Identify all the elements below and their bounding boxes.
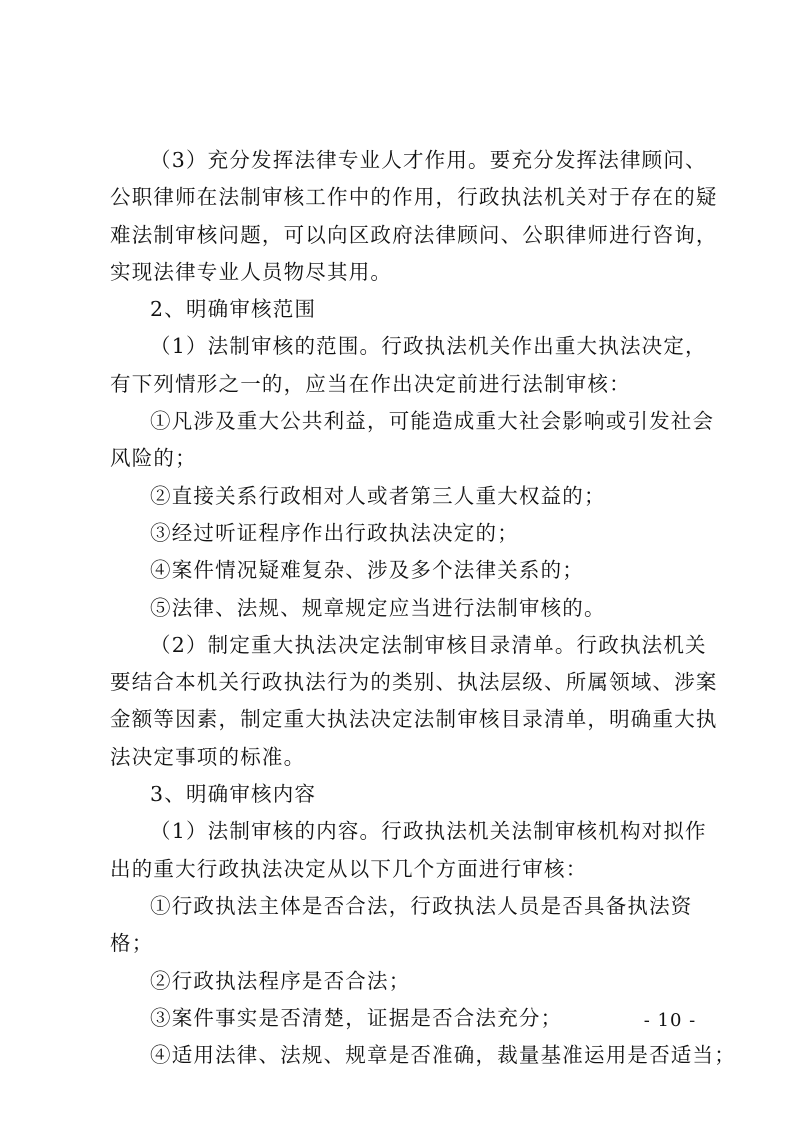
list-item-continuation: 风险的；	[110, 446, 197, 471]
paragraph-line: 出的重大行政执法决定从以下几个方面进行审核：	[110, 856, 588, 881]
list-item: ④案件情况疑难复杂、涉及多个法律关系的；	[150, 558, 584, 583]
paragraph-line: 公职律师在法制审核工作中的作用，行政执法机关对于存在的疑	[110, 185, 718, 210]
paragraph-line: （2）制定重大执法决定法制审核目录清单。行政执法机关	[150, 632, 707, 657]
list-item: ①行政执法主体是否合法，行政执法人员是否具备执法资	[150, 893, 693, 918]
list-item: ②直接关系行政相对人或者第三人重大权益的；	[150, 483, 606, 508]
page-number: - 10 -	[643, 1010, 697, 1031]
list-item: ⑤法律、法规、规章规定应当进行法制审核的。	[150, 595, 606, 620]
list-item: ③案件事实是否清楚，证据是否合法充分；	[150, 1005, 563, 1030]
list-item: ④适用法律、法规、规章是否准确，裁量基准运用是否适当；	[150, 1043, 736, 1068]
paragraph-line: （1）法制审核的内容。行政执法机关法制审核机构对拟作	[150, 819, 707, 844]
paragraph-line: 难法制审核问题，可以向区政府法律顾问、公职律师进行咨询，	[110, 222, 718, 247]
paragraph-line: （3）充分发挥法律专业人才作用。要充分发挥法律顾问、	[150, 148, 707, 172]
list-item: ③经过听证程序作出行政执法决定的；	[150, 520, 519, 545]
list-item-continuation: 格；	[110, 931, 154, 956]
list-item: ①凡涉及重大公共利益，可能造成重大社会影响或引发社会	[150, 409, 715, 434]
paragraph-line: 实现法律专业人员物尽其用。	[110, 259, 393, 284]
document-body	[110, 142, 736, 1074]
paragraph-line: （1）法制审核的范围。行政执法机关作出重大执法决定，	[150, 334, 707, 359]
paragraph-line: 法决定事项的标准。	[110, 744, 306, 769]
paragraph-line: 有下列情形之一的，应当在作出决定前进行法制审核：	[110, 371, 631, 396]
paragraph-line: 要结合本机关行政执法行为的类别、执法层级、所属领域、涉案	[110, 670, 718, 695]
section-heading: 2、明确审核范围	[150, 297, 317, 322]
paragraph-line: 金额等因素，制定重大执法决定法制审核目录清单，明确重大执	[110, 707, 718, 732]
list-item: ②行政执法程序是否合法；	[150, 968, 411, 993]
section-heading: 3、明确审核内容	[150, 782, 317, 807]
